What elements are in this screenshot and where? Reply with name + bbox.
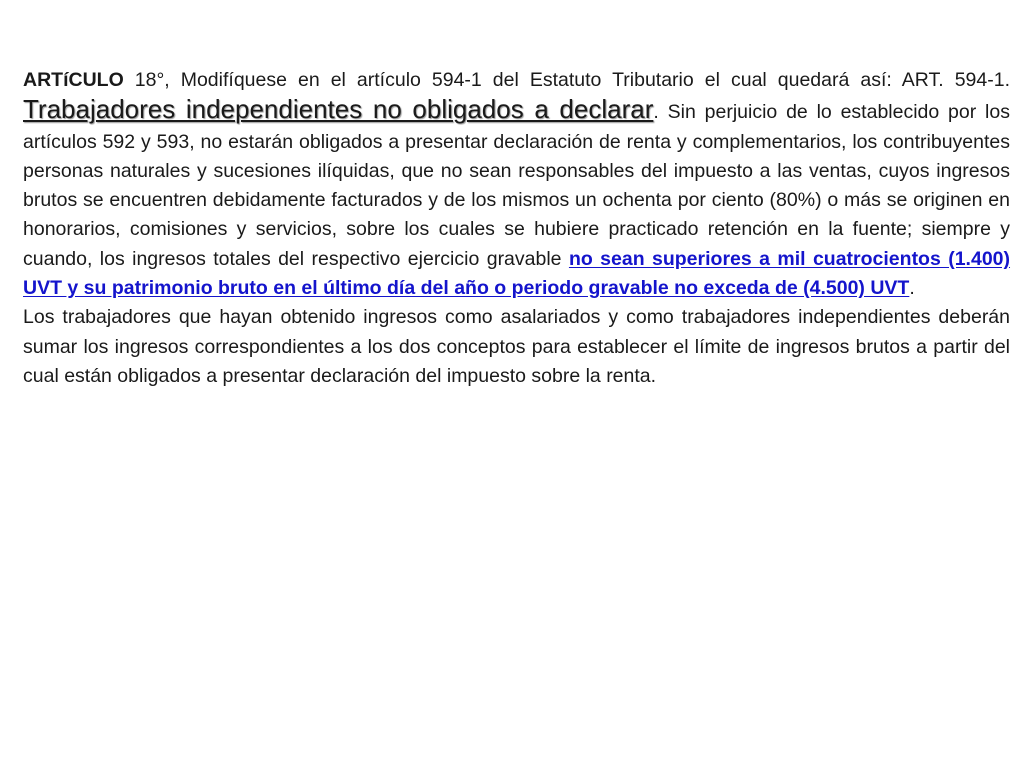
article-title: Trabajadores independientes no obligados a declarar [23, 94, 654, 125]
article-paragraph-2: Los trabajadores que hayan obtenido ingresos como asalariados y como trabajadores independientes deberán sumar los ingresos correspondientes a los dos conceptos para establecer el límite de ingresos brutos a partir del cual están obligados a presentar declaración del impuesto sobre la renta. [23, 306, 1010, 387]
article-highlight-end: . [909, 277, 915, 300]
article-title-period: . [653, 101, 668, 124]
slide-content [23, 66, 1010, 391]
article-paragraph-1 [23, 66, 1010, 303]
article-intro: 18°, Modifíquese en el artículo 594-1 del Estatuto Tributario el cual quedará así: ART. 594-1. [123, 69, 1010, 91]
article-body: Sin perjuicio de lo establecido por los artículos 592 y 593, no estarán obligados a presentar declaración de renta y complementarios, los contribuyentes personas naturales y sucesiones ilíquidas, que no sean responsables del impuesto a las ventas, cuyos ingresos brutos se encuentren debidamente facturados y de los mismos un ochenta por ciento (80%) o más se originen en honorarios, comisiones y servicios, sobre los cuales se hubiere practicado retención en la fuente; siempre y cuando, los ingresos totales del respectivo ejercicio gravable [23, 101, 1010, 270]
article-label: ARTíCULO [23, 69, 124, 91]
article-highlight: no sean superiores a mil cuatrocientos (1.400) UVT y su patrimonio bruto en el último día del año o periodo gravable no exceda de (4.500) UVT [23, 247, 1011, 300]
